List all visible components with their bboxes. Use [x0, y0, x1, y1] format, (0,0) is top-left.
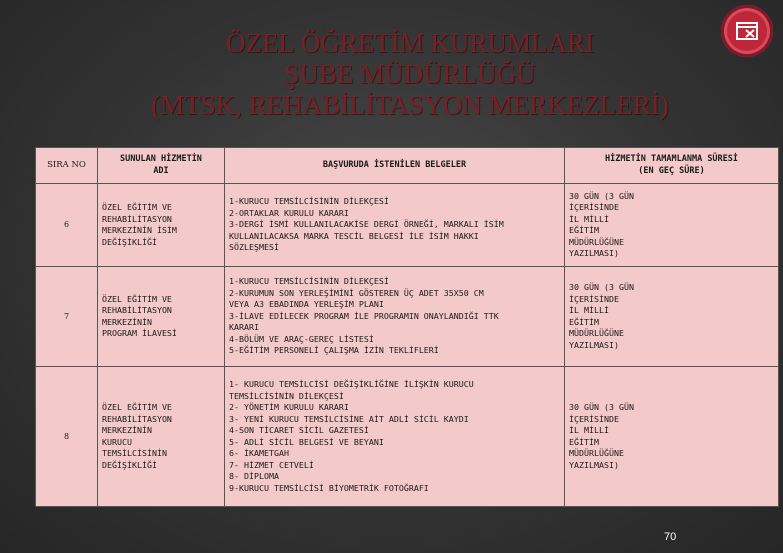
page-number: 70	[664, 531, 677, 543]
sure-line: İL MİLLİ	[569, 305, 609, 315]
sure-line: YAZILMASI)	[569, 339, 619, 350]
sure-line: YAZILMASI)	[569, 459, 619, 470]
window-close-glyph-icon	[734, 18, 760, 44]
sure-line: EĞİTİM	[569, 436, 599, 447]
hizmet-line: REHABİLİTASYON	[102, 305, 172, 315]
belge-line: 7- HİZMET CETVELİ	[229, 459, 314, 470]
slide-title	[110, 28, 710, 121]
belge-line: 1-KURUCU TEMSİLCİSİNİN DİLEKÇESİ	[229, 276, 389, 287]
belge-line: 2-ORTAKLAR KURULU KARARI	[229, 207, 349, 218]
sure-line: MÜDÜRLÜĞÜNE	[569, 236, 624, 247]
hizmet-line: ÖZEL EĞİTİM VE	[102, 402, 172, 412]
sure-line: YAZILMASI)	[569, 248, 619, 258]
belge-line: TEMSİLCİSİNİN DİLEKÇESİ	[229, 390, 344, 401]
belge-line: 2-KURUMUN SON YERLEŞİMİNİ GÖSTEREN ÜÇ ADET 35X50 CM	[229, 287, 484, 298]
hizmet-cell	[98, 267, 225, 367]
sure-line: MÜDÜRLÜĞÜNE	[569, 448, 624, 458]
hizmet-line: KURUCU	[102, 436, 132, 447]
services-table	[35, 147, 779, 507]
sure-line: İÇERİSİNDE	[569, 202, 619, 212]
sure-line: İÇERİSİNDE	[569, 413, 619, 424]
header-hizmet-adi-line: ADI	[153, 165, 169, 176]
belge-line: 6- İKAMETGAH	[229, 448, 289, 458]
sure-line: EĞİTİM	[569, 225, 599, 235]
hizmet-line: DEĞİŞİKLİĞİ	[102, 459, 157, 470]
sure-line: EĞİTİM	[569, 316, 599, 327]
sure-line: İÇERİSİNDE	[569, 293, 619, 304]
hizmet-line: MERKEZİNİN	[102, 425, 152, 435]
belge-line: SÖZLEŞMESİ	[229, 242, 279, 253]
sure-line: 30 GÜN (3 GÜN	[569, 282, 634, 292]
title-line-1: ÖZEL ÖĞRETİM KURUMLARI	[226, 28, 594, 58]
hizmet-cell	[98, 367, 225, 507]
hizmet-line: TEMSİLCİSİNİN	[102, 448, 167, 458]
table-row	[36, 367, 779, 507]
belge-line: 3- YENİ KURUCU TEMSİLCİSİNE AİT ADLİ SİCİL KAYDI	[229, 413, 469, 424]
table-row	[36, 184, 779, 267]
header-sure-line: HİZMETİN TAMAMLANMA SÜRESİ	[604, 154, 739, 164]
sure-line: 30 GÜN (3 GÜN	[569, 402, 634, 412]
hizmet-line: ÖZEL EĞİTİM VE	[102, 202, 172, 212]
row-number: 6	[36, 184, 98, 267]
row-number: 7	[36, 267, 98, 367]
sure-line: 30 GÜN (3 GÜN	[569, 190, 634, 201]
hizmet-line: DEĞİŞİKLİĞİ	[102, 236, 157, 247]
row-number: 8	[36, 367, 98, 507]
belge-line: 1- KURUCU TEMSİLCİSİ DEĞİŞİKLİĞİNE İLİŞKİN KURUCU	[229, 379, 474, 389]
hizmet-line: ÖZEL EĞİTİM VE	[102, 293, 172, 304]
belge-line: 4-SON TİCARET SİCİL GAZETESİ	[229, 425, 369, 435]
belge-line: 9-KURUCU TEMSİLCİSİ BİYOMETRİK FOTOĞRAFI	[229, 482, 429, 493]
belge-line: 1-KURUCU TEMSİLCİSİNİN DİLEKÇESİ	[229, 196, 389, 207]
title-line-2: ŞUBE MÜDÜRLÜĞÜ	[284, 59, 536, 89]
belgeler-cell	[225, 367, 565, 507]
belge-line: 3-DERGİ İSMİ KULLANILACAKİSE DERGİ ÖRNEĞİ, MARKALI İSİM	[229, 219, 504, 230]
belge-line: KARARI	[229, 322, 259, 333]
belgeler-cell	[225, 267, 565, 367]
belge-line: VEYA A3 EBADINDA YERLEŞİM PLANI	[229, 299, 384, 310]
belge-line: 2- YÖNETİM KURULU KARARI	[229, 402, 349, 412]
sure-cell	[565, 184, 779, 267]
hizmet-line: MERKEZİNİN	[102, 316, 152, 327]
hizmet-line: REHABİLİTASYON	[102, 213, 172, 224]
header-sure-line: (EN GEÇ SÜRE)	[638, 165, 705, 176]
belge-line: KULLANILACAKSA MARKA TESCİL BELGESİ İLE İSİM HAKKI	[229, 230, 479, 241]
belge-line: 4-BÖLÜM VE ARAÇ-GEREÇ LİSTESİ	[229, 333, 374, 344]
sure-line: İL MİLLİ	[569, 213, 609, 224]
belge-line: 8- DİPLOMA	[229, 471, 279, 481]
belge-line: 5-EĞİTİM PERSONELİ ÇALIŞMA İZİN TEKLİFLERİ	[229, 345, 439, 356]
hizmet-cell	[98, 184, 225, 267]
belgeler-cell	[225, 184, 565, 267]
window-close-icon[interactable]	[721, 5, 773, 57]
sure-line: MÜDÜRLÜĞÜNE	[569, 328, 624, 338]
belge-line: 5- ADLİ SİCİL BELGESİ VE BEYANI	[229, 436, 384, 447]
table-header-row	[36, 148, 779, 184]
table-row	[36, 267, 779, 367]
title-line-3: (MTSK, REHABİLİTASYON MERKEZLERİ)	[151, 90, 669, 120]
sure-line: İL MİLLİ	[569, 425, 609, 435]
sure-cell	[565, 367, 779, 507]
header-hizmet-adi	[98, 148, 225, 184]
header-sure	[565, 148, 779, 184]
belge-line: 3-İLAVE EDİLECEK PROGRAM İLE PROGRAMIN ONAYLANDIĞI TTK	[229, 310, 499, 321]
header-belgeler: BAŞVURUDA İSTENİLEN BELGELER	[225, 148, 565, 184]
hizmet-line: PROGRAM İLAVESİ	[102, 328, 177, 338]
sure-cell	[565, 267, 779, 367]
header-hizmet-adi-line: SUNULAN HİZMETİN	[120, 154, 202, 164]
hizmet-line: MERKEZİNİN İSİM	[102, 225, 177, 235]
header-sira-no: SIRA NO	[36, 148, 98, 184]
hizmet-line: REHABİLİTASYON	[102, 413, 172, 424]
